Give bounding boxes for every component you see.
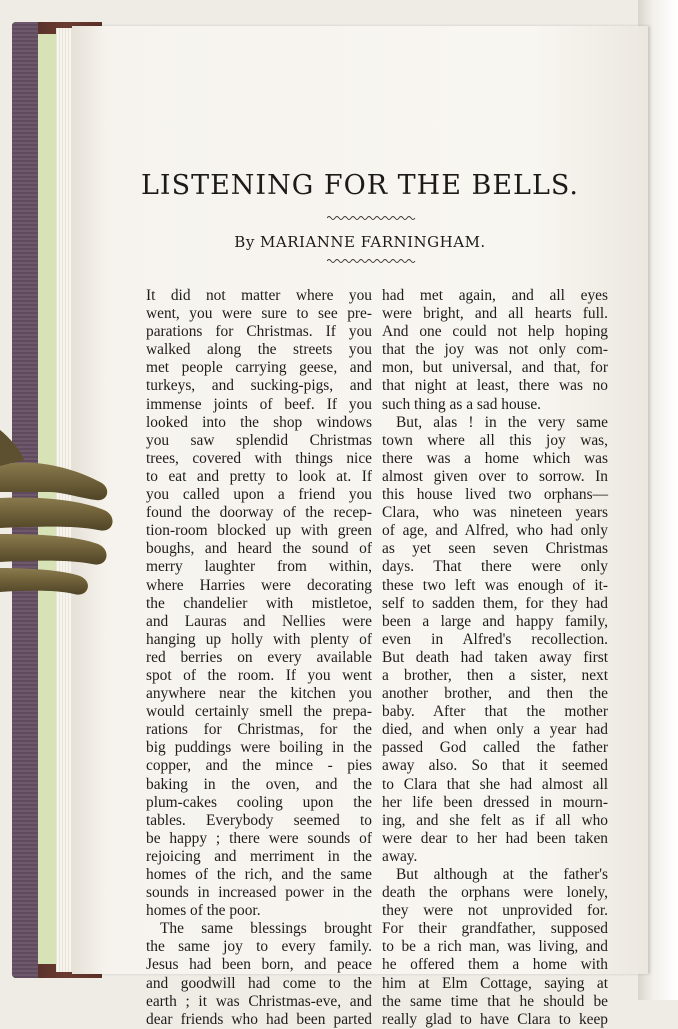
text-line: there was a home which was	[382, 449, 608, 467]
text-line: the same time that he should be	[382, 992, 608, 1010]
text-line: this house lived two orphans—	[382, 486, 608, 504]
text-line: rations for Christmas, for the	[146, 721, 372, 739]
text-line: immense joints of beef. If you	[146, 395, 372, 413]
text-line: walked along the streets you	[146, 341, 372, 359]
text-line: anywhere near the kitchen you	[146, 685, 372, 703]
text-line: baby. After that the mother	[382, 703, 608, 721]
text-line: But although at the father's	[396, 866, 608, 883]
text-line: hanging up holly with plenty of	[146, 630, 372, 648]
text-line: boughs, and heard the sound of	[146, 540, 372, 558]
text-line: It did not matter where you	[146, 287, 372, 304]
text-line: For their grandfather, supposed	[382, 920, 608, 938]
text-line: to eat and pretty to look at. If	[146, 467, 372, 485]
text-line: been a large and happy family,	[382, 612, 608, 630]
text-line: they were not unprovided for.	[382, 902, 608, 920]
text-line: would certainly smell the prepa-	[146, 703, 372, 721]
text-line: the same joy to every family.	[146, 938, 372, 956]
brass-hand-bookmark-icon	[0, 430, 130, 620]
text-line: merry laughter from within,	[146, 558, 372, 576]
text-line: him at Elm Cottage, saying at	[382, 974, 608, 992]
text-line: trees, covered with things nice	[146, 449, 372, 467]
text-line: And one could not help hoping	[382, 323, 608, 341]
text-line: her life been dressed in mourn-	[382, 793, 608, 811]
text-line: that the joy was not only com-	[382, 341, 608, 359]
text-line: as yet seen seven Christmas	[382, 540, 608, 558]
text-line: baking in the oven, and the	[146, 775, 372, 793]
text-line: he offered them a home with	[382, 956, 608, 974]
text-line: sounds in increased power in the	[146, 884, 372, 902]
text-line: even in Alfred's recollection.	[382, 630, 608, 648]
text-line: homes of the poor.	[146, 902, 261, 920]
text-line: met people carrying geese, and	[146, 359, 372, 377]
text-line: days. That there were only	[382, 558, 608, 576]
text-line: dear friends who had been parted	[146, 1010, 372, 1028]
text-line: But death had taken away first	[382, 648, 608, 666]
title-ornament-rule	[327, 215, 417, 221]
text-line: tion-room blocked up with green	[146, 522, 372, 540]
text-line: you called upon a friend you	[146, 486, 372, 504]
text-line: tables. Everybody seemed to	[146, 811, 372, 829]
text-line: a brother, then a sister, next	[382, 666, 608, 684]
text-line: mon, but universal, and that, for	[382, 359, 608, 377]
text-line: rejoicing and merriment in the	[146, 847, 372, 865]
text-line: were dear to her had been taken	[382, 829, 608, 847]
text-line: spot of the room. If you went	[146, 666, 372, 684]
text-line: and Lauras and Nellies were	[146, 612, 372, 630]
text-line: parations for Christmas. If you	[146, 323, 372, 341]
text-line: to Clara that she had almost all	[382, 775, 608, 793]
text-line: had met again, and all eyes	[382, 287, 608, 304]
text-line: where Harries were decorating	[146, 576, 372, 594]
text-line: earth ; it was Christmas-eve, and	[146, 992, 372, 1010]
text-line: death the orphans were lonely,	[382, 884, 608, 902]
text-line: ing, and she felt as if all who	[382, 811, 608, 829]
text-line: that night at least, there was no	[382, 377, 608, 395]
text-line: away.	[382, 847, 418, 865]
text-line: copper, and the mince - pies	[146, 757, 372, 775]
text-line: to be a rich man, was living, and	[382, 938, 608, 956]
text-line: red berries on every available	[146, 648, 372, 666]
text-line: died, and when only a year had	[382, 721, 608, 739]
text-line: self to sadden them, for they had	[382, 594, 608, 612]
text-line: plum-cakes cooling upon the	[146, 793, 372, 811]
text-line: turkeys, and sucking-pigs, and	[146, 377, 372, 395]
text-line: Clara, who was nineteen years	[382, 504, 608, 522]
text-line: But, alas ! in the very same	[396, 413, 608, 431]
text-line: another brother, and then the	[382, 685, 608, 703]
text-line: of age, and Alfred, who had only	[382, 522, 608, 540]
text-line: looked into the shop windows	[146, 413, 372, 431]
text-line: went, you were sure to see pre-	[146, 305, 372, 323]
text-line: were bright, and all hearts full.	[382, 305, 608, 323]
text-line: almost given over to sorrow. In	[382, 467, 608, 485]
text-line: town where all this joy was,	[382, 431, 608, 449]
text-line: Jesus had been born, and peace	[146, 956, 372, 974]
text-line: big puddings were boiling in the	[146, 739, 372, 757]
text-line: The same blessings brought	[160, 920, 372, 938]
text-line: such thing as a sad house.	[382, 395, 542, 413]
text-line: the chandelier with mistletoe,	[146, 594, 372, 612]
text-line: homes of the rich, and the same	[146, 866, 372, 883]
text-line: really glad to have Clara to keep	[382, 1010, 608, 1028]
byline-ornament-rule	[327, 258, 417, 264]
text-line: you saw splendid Christmas	[146, 431, 372, 449]
text-column-right	[382, 287, 608, 1029]
text-line: be happy ; there were sounds of	[146, 829, 372, 847]
text-line: away also. So that it seemed	[382, 757, 608, 775]
text-line: these two left was enough of it-	[382, 576, 608, 594]
article-byline: By MARIANNE FARNINGHAM.	[234, 233, 486, 251]
text-line: and goodwill had come to the	[146, 974, 372, 992]
text-column-left	[146, 287, 372, 1029]
article-title: LISTENING FOR THE BELLS.	[140, 170, 580, 201]
text-line: found the doorway of the recep-	[146, 504, 372, 522]
text-line: passed God called the father	[382, 739, 608, 757]
